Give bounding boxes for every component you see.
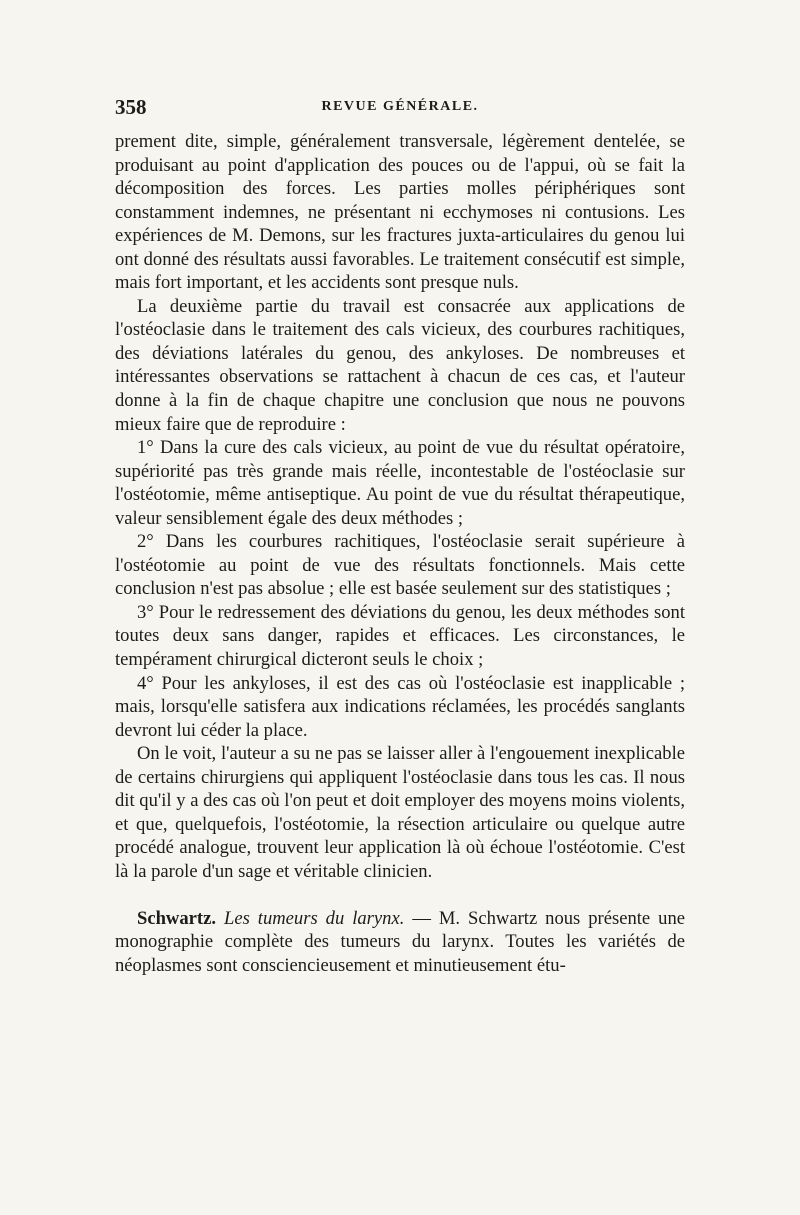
- work-title: Les tumeurs du larynx.: [223, 907, 405, 929]
- running-title: REVUE GÉNÉRALE.: [321, 99, 479, 114]
- page-header: [115, 95, 685, 123]
- page-number: 358: [115, 95, 147, 119]
- conclusion-item-1: 1° Dans la cure des cals vicieux, au point de vue du résultat opératoire, supériorité pas très grande mais réelle, incontestable de l'ostéoclasie sur l'ostéotomie, même antiseptique. Au point de vue du résultat thérapeutique, valeur sensiblement égale des deux méthodes ;: [115, 437, 685, 529]
- paragraph-continuation: prement dite, simple, généralement transversale, légèrement dentelée, se produisant au point d'application des pouces ou de l'appui, où se fait la décomposition des forces. Les parties molles périphériques sont constamment indemnes, ne présentant ni ecchymoses ni contusions. Les expériences de M. Demons, sur les fractures juxta-articulaires du genou lui ont donné des résultats aussi favorables. Le traitement consécutif est simple, mais fort important, et les accidents sont presque nuls.: [115, 131, 685, 294]
- article-body: [115, 130, 685, 977]
- paragraph-schwartz: [115, 907, 685, 978]
- conclusion-item-3: 3° Pour le redressement des déviations du genou, les deux méthodes sont toutes deux sans danger, rapides et efficaces. Les circonstances, le tempérament chirurgical dicteront seuls le choix ;: [115, 601, 685, 671]
- conclusion-item-4: 4° Pour les ankyloses, il est des cas où l'ostéoclasie est inapplicable ; mais, lorsqu'elle satisfera aux indications réclamées, les procédés sanglants devront lui céder la place.: [115, 672, 685, 741]
- author-name: Schwartz.: [137, 907, 217, 929]
- conclusion-item-2: 2° Dans les courbures rachitiques, l'ostéoclasie serait supérieure à l'ostéotomie au point de vue des résultats fonctionnels. Mais cette conclusion n'est pas absolue ; elle est basée seulement sur des statistiques ;: [115, 531, 685, 600]
- paragraph-commentary: On le voit, l'auteur a su ne pas se laisser aller à l'engouement inexplicable de certains chirurgiens qui appliquent l'ostéoclasie dans tous les cas. Il nous dit qu'il y a des cas où l'on peut et doit employer des moyens moins violents, et que, quelquefois, l'ostéotomie, la résection articulaire ou quelque autre procédé analogue, trouvent leur application là où échoue l'ostéotomie. C'est là la parole d'un sage et véritable clinicien.: [115, 743, 685, 882]
- schwartz-text: — M. Schwartz nous présente une monographie complète des tumeurs du larynx. Toutes les variétés de néoplasmes sont consciencieusement et minutieusement étu-: [115, 907, 685, 976]
- paragraph-second-part: La deuxième partie du travail est consacrée aux applications de l'ostéoclasie dans le traitement des cals vicieux, des courbures rachitiques, des déviations latérales du genou, des ankyloses. De nombreuses et intéressantes observations se rattachent à chacun de ces cas, et l'auteur donne à la fin de chaque chapitre une conclusion que nous ne pouvons mieux faire que de reproduire :: [115, 295, 685, 435]
